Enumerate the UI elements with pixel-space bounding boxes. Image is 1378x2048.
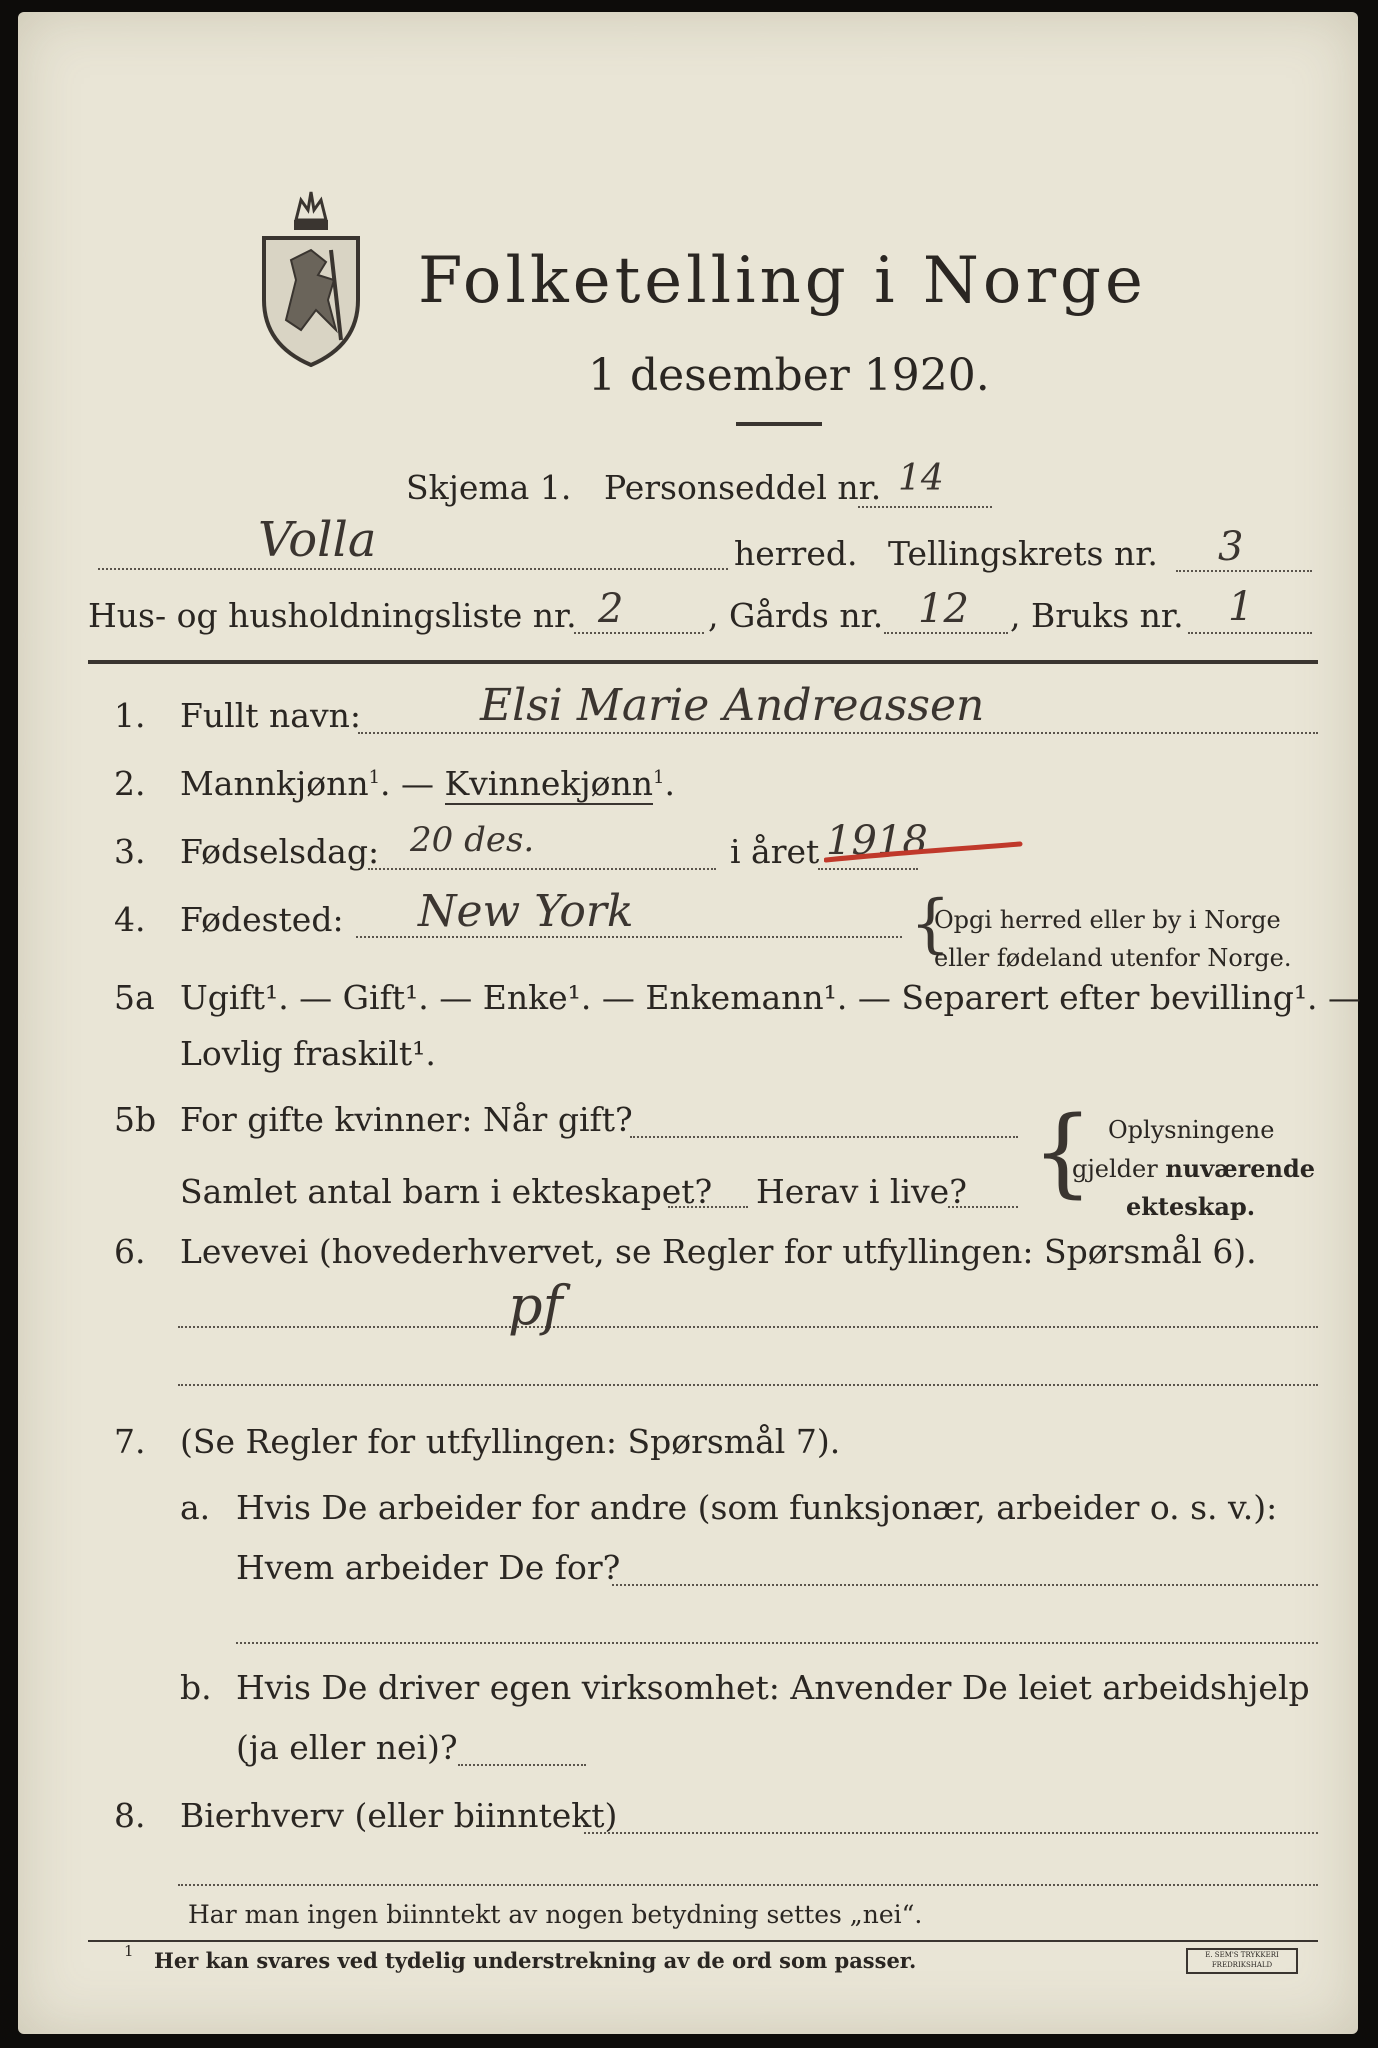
red-pencil-strike xyxy=(824,832,1024,872)
q1-line xyxy=(358,732,1318,734)
birthplace-value[interactable]: New York xyxy=(418,886,634,937)
bruks-line xyxy=(1188,632,1312,634)
employer-line[interactable] xyxy=(612,1584,1318,1586)
gards-line xyxy=(884,632,1008,634)
q4-number: 4. xyxy=(114,900,146,939)
footnote-text: Her kan svares ved tydelig understrekning av de ord som passer. xyxy=(154,1948,917,1973)
coat-of-arms-icon xyxy=(256,180,366,370)
q6-number: 6. xyxy=(114,1232,146,1271)
printer-stamp: E. SEM'S TRYKKERI FREDRIKSHALD xyxy=(1186,1948,1298,1974)
q6-label: Levevei (hovederhvervet, se Regler for utfyllingen: Spørsmål 6). xyxy=(180,1232,1257,1271)
census-form xyxy=(18,12,1362,2034)
q6-line-1[interactable] xyxy=(178,1326,1318,1328)
marital-status-options[interactable]: Ugift¹. — Gift¹. — Enke¹. — Enkemann¹. — Separert efter bevilling¹. — xyxy=(180,978,1362,1017)
krets-label: Tellingskrets nr. xyxy=(888,534,1158,573)
hus-line xyxy=(574,632,704,634)
q7b-letter: b. xyxy=(180,1668,212,1707)
krets-line xyxy=(1176,570,1312,572)
gards-value[interactable]: 12 xyxy=(918,586,969,632)
gards-label: , Gårds nr. xyxy=(708,596,884,635)
person-nr-value[interactable]: 14 xyxy=(898,458,944,499)
full-name-value[interactable]: Elsi Marie Andreassen xyxy=(480,680,985,731)
side-income-line[interactable] xyxy=(584,1832,1318,1834)
male-option[interactable]: Mannkjønn xyxy=(180,764,369,803)
person-label: Personseddel nr. xyxy=(604,468,882,507)
krets-value[interactable]: 3 xyxy=(1218,524,1244,570)
alive-line[interactable] xyxy=(948,1206,1018,1208)
alive-label: Herav i live? xyxy=(756,1172,967,1211)
q3-label: Fødselsdag: xyxy=(180,832,380,871)
footer-divider xyxy=(88,1940,1318,1942)
person-nr-line xyxy=(858,506,992,508)
q5a-number: 5a xyxy=(114,978,155,1017)
birthday-value[interactable]: 20 des. xyxy=(410,820,535,860)
header-divider xyxy=(88,660,1318,664)
q7a-line-1: Hvis De arbeider for andre (som funksjonær, arbeider o. s. v.): xyxy=(236,1488,1278,1527)
q7-label: (Se Regler for utfyllingen: Spørsmål 7). xyxy=(180,1422,841,1461)
hus-label: Hus- og husholdningsliste nr. xyxy=(88,596,577,635)
when-married-label: For gifte kvinner: Når gift? xyxy=(180,1100,633,1139)
female-footnote-mark: 1 xyxy=(653,767,665,788)
q5b-brace: { xyxy=(1032,1096,1094,1208)
footnote-mark: 1 xyxy=(124,1942,134,1960)
bruks-label: , Bruks nr. xyxy=(1010,596,1184,635)
herred-value[interactable]: Volla xyxy=(258,512,377,568)
q8-number: 8. xyxy=(114,1796,146,1835)
q4-note-1: Opgi herred eller by i Norge xyxy=(934,906,1281,934)
children-label: Samlet antal barn i ekteskapet? xyxy=(180,1172,713,1211)
male-footnote-mark: 1 xyxy=(368,767,381,788)
q5b-note-3: ekteskap. xyxy=(1126,1192,1256,1221)
q7-number: 7. xyxy=(114,1422,146,1461)
bruks-value[interactable]: 1 xyxy=(1228,584,1254,630)
q2-separator: . — xyxy=(380,764,435,803)
form-date: 1 desember 1920. xyxy=(588,350,990,401)
birth-year-value[interactable]: 1918 xyxy=(826,818,928,864)
q5b-number: 5b xyxy=(114,1100,157,1139)
q4-note-2: eller fødeland utenfor Norge. xyxy=(934,944,1292,972)
q7a-letter: a. xyxy=(180,1488,211,1527)
herred-label: herred. xyxy=(734,534,858,573)
q4-label: Fødested: xyxy=(180,900,344,939)
nei-note: Har man ingen biinntekt av nogen betydning settes „nei“. xyxy=(188,1900,923,1929)
form-title: Folketelling i Norge xyxy=(418,244,1147,318)
q3-number: 3. xyxy=(114,832,146,871)
children-line[interactable] xyxy=(668,1206,748,1208)
q1-label: Fullt navn: xyxy=(180,696,361,735)
q8-label: Bierhverv (eller biinntekt) xyxy=(180,1796,618,1835)
q7a-line-2: Hvem arbeider De for? xyxy=(236,1548,621,1587)
q6-line-2[interactable] xyxy=(178,1384,1318,1386)
when-married-line[interactable] xyxy=(630,1136,1018,1138)
employer-line-2[interactable] xyxy=(236,1642,1318,1644)
hus-value[interactable]: 2 xyxy=(598,586,624,632)
q5b-note-1: Oplysningene xyxy=(1108,1116,1275,1144)
q4-brace: { xyxy=(910,887,951,961)
year-label: i året xyxy=(730,832,820,871)
q7b-line-1: Hvis De driver egen virksomhet: Anvender De leiet arbeidshjelp xyxy=(236,1668,1310,1707)
divorced-option[interactable]: Lovlig fraskilt¹. xyxy=(180,1034,436,1073)
occupation-value[interactable]: pf xyxy=(508,1274,563,1337)
q5b-note-2: gjelder nuværende xyxy=(1072,1154,1316,1183)
schema-label: Skjema 1. xyxy=(406,468,572,507)
title-divider xyxy=(736,422,822,426)
q7b-line-2: (ja eller nei)? xyxy=(236,1728,458,1767)
female-option[interactable]: Kvinnekjønn xyxy=(444,764,654,803)
hired-help-line[interactable] xyxy=(458,1764,586,1766)
q2-number: 2. xyxy=(114,764,146,803)
side-income-line-2[interactable] xyxy=(178,1884,1318,1886)
q2-options xyxy=(180,764,675,803)
q3-line xyxy=(368,868,716,870)
herred-line xyxy=(98,568,728,570)
q1-number: 1. xyxy=(114,696,146,735)
q2-end: . xyxy=(664,764,675,803)
